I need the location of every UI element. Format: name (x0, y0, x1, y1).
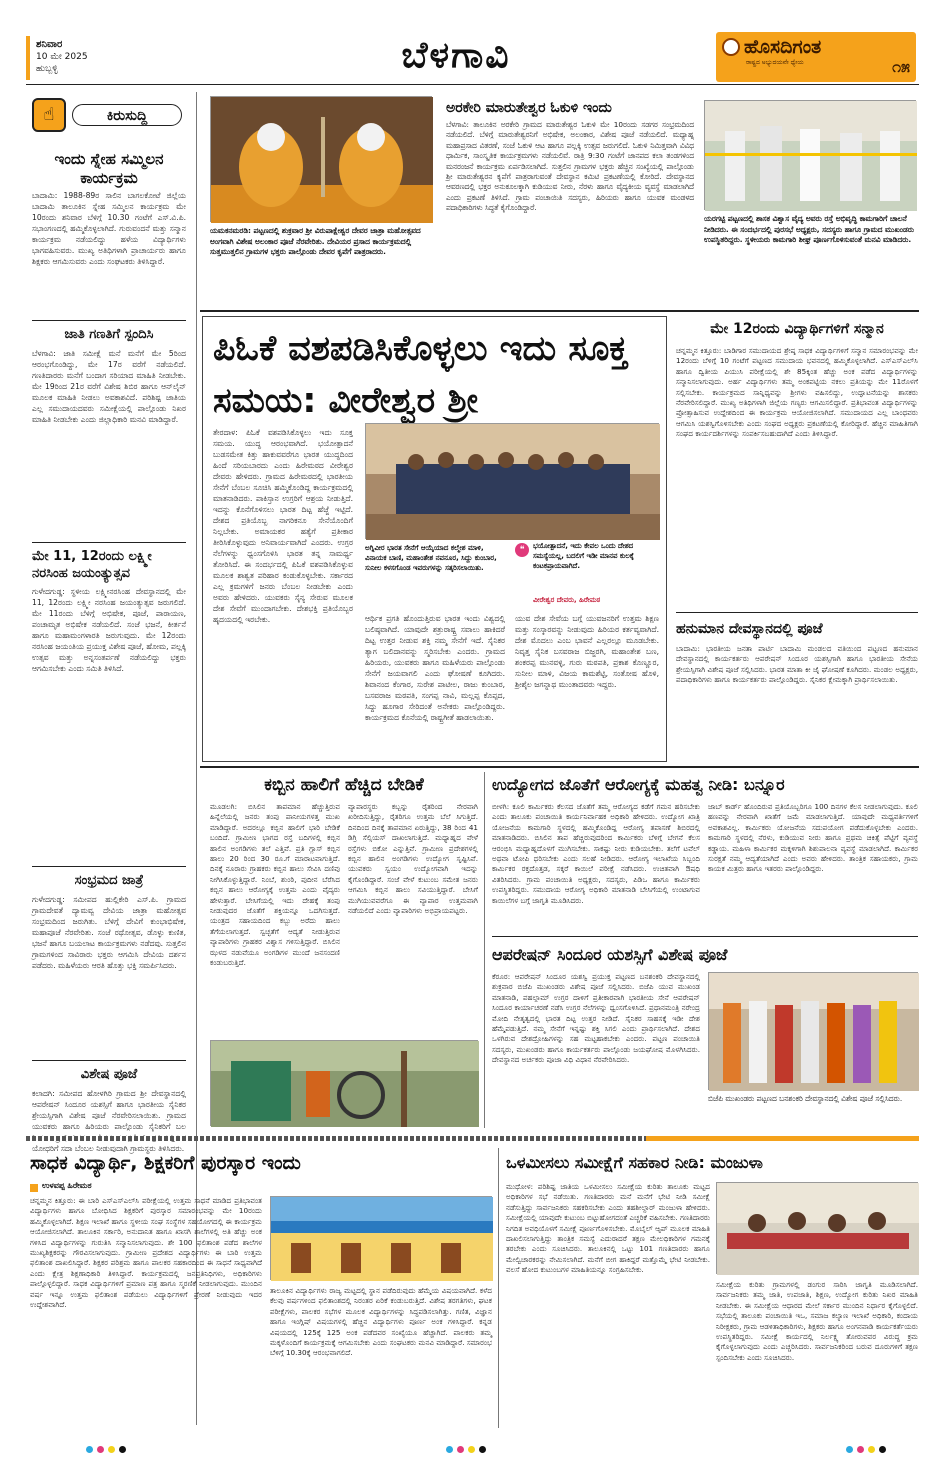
ribbon-photo-art (705, 101, 917, 211)
manjula-body-continued: ಸಮೀಕ್ಷೆಯ ಕುರಿತು ಗ್ರಾಮಗಳಲ್ಲಿ ಡಂಗುರ ಸಾರಿಸಿ ಜಾಗೃತಿ ಮೂಡಿಸಲಾಗಿದೆ. ಸಾರ್ವಜನಿಕರು ತಮ್ಮ ಜಾತಿ, ಉಪಜಾತಿ, ಶಿಕ್ಷಣ, ಉದ್ಯೋಗ ಕುರಿತು ನಿಖರ ಮಾಹಿತಿ ನೀಡಬೇಕು. ಈ ಸಮೀಕ್ಷೆಯ ಆಧಾರದ ಮೇಲೆ ಸರ್ಕಾರ ಮುಂದಿನ ನಿರ್ಧಾರ ಕೈಗೊಳ್ಳಲಿದೆ. ಸಭೆಯಲ್ಲಿ ತಾಲೂಕು ಪಂಚಾಯಿತಿ ಇಒ, ಸಮಾಜ ಕಲ್ಯಾಣ ಇಲಾಖೆ ಅಧಿಕಾರಿ, ಕಂದಾಯ ನಿರೀಕ್ಷಕರು, ಗ್ರಾಮ ಆಡಳಿತಾಧಿಕಾರಿಗಳು, ಶಿಕ್ಷಕರು ಹಾಗೂ ಅಂಗನವಾಡಿ ಕಾರ್ಯಕರ್ತೆಯರು ಉಪಸ್ಥಿತರಿದ್ದರು. ಸಮೀಕ್ಷೆ ಕಾರ್ಯದಲ್ಲಿ ನಿರ್ಲಕ್ಷ್ಯ ತೋರುವವರ ವಿರುದ್ಧ ಕ್ರಮ ಕೈಗೊಳ್ಳಲಾಗುವುದು ಎಂದು ಎಚ್ಚರಿಸಿದರು. ಸಾರ್ವಜನಿಕರಿಂದ ಬರುವ ದೂರುಗಳಿಗೆ ತಕ್ಷಣ ಸ್ಪಂದಿಸಬೇಕು ಎಂದು ಸೂಚಿಸಿದರು. (716, 1280, 921, 1362)
dot-blue (446, 1446, 453, 1453)
masthead-day: ಶನಿವಾರ (36, 39, 63, 50)
kiru-item-2-body: ಬೆಳಗಾವಿ: ಜಾತಿ ಸಮೀಕ್ಷೆ ಮನೆ ಮನೆಗೆ ಮೇ 5ರಿಂದ ಆರಂಭಗೊಂಡಿದ್ದು, ಮೇ 17ರ ವರೆಗೆ ನಡೆಯಲಿದೆ. ಗಣತಿದಾರರು ಮನೆಗೆ ಬಂದಾಗ ಸರಿಯಾದ ಮಾಹಿತಿ ನೀಡಬೇಕು. ಮೇ 19ರಿಂದ 21ರ ವರೆಗೆ ವಿಶೇಷ ಶಿಬಿರ ಹಾಗೂ ಆನ್‌ಲೈನ್ ಮೂಲಕ ಮಾಹಿತಿ ನೀಡಲು ಅವಕಾಶವಿದೆ. ಪರಿಶಿಷ್ಟ ಜಾತಿಯ ಎಲ್ಲ ಸಮುದಾಯದವರು ಸಮೀಕ್ಷೆಯಲ್ಲಿ ಪಾಲ್ಗೊಂಡು ನಿಖರ ಮಾಹಿತಿ ನೀಡಬೇಕು ಎಂದು ಜಿಲ್ಲಾಧಿಕಾರಿ ಮನವಿ ಮಾಡಿದ್ದಾರೆ. (32, 349, 189, 424)
sindoor-photo (708, 972, 918, 1090)
banur-body: ಬೀಳಗಿ: ಕೂಲಿ ಕಾರ್ಮಿಕರು ಕೆಲಸದ ಜೊತೆಗೆ ತಮ್ಮ ಆರೋಗ್ಯದ ಕಡೆಗೆ ಗಮನ ಹರಿಸಬೇಕು ಎಂದು ತಾಲೂಕು ಪಂಚಾಯಿತಿ ಕಾರ್ಯನಿರ್ವಾಹಕ ಅಧಿಕಾರಿ ಹೇಳಿದರು. ಉದ್ಯೋಗ ಖಾತ್ರಿ ಯೋಜನೆಯ ಕಾಮಗಾರಿ ಸ್ಥಳದಲ್ಲಿ ಹಮ್ಮಿಕೊಂಡಿದ್ದ ಆರೋಗ್ಯ ತಪಾಸಣೆ ಶಿಬಿರದಲ್ಲಿ ಮಾತನಾಡಿದರು. ಬಿಸಿಲಿನ ತಾಪ ಹೆಚ್ಚಿರುವುದರಿಂದ ಕಾರ್ಮಿಕರು ಬೆಳಿಗ್ಗೆ ಬೇಗನೆ ಕೆಲಸ ಆರಂಭಿಸಿ ಮಧ್ಯಾಹ್ನದೊಳಗೆ ಮುಗಿಸಬೇಕು. ಸಾಕಷ್ಟು ನೀರು ಕುಡಿಯಬೇಕು. ತಲೆಗೆ ಟವೆಲ್ ಅಥವಾ ಟೋಪಿ ಧರಿಸಬೇಕು ಎಂದು ಸಲಹೆ ನೀಡಿದರು. ಆರೋಗ್ಯ ಇಲಾಖೆಯ ಸಿಬ್ಬಂದಿ ಕಾರ್ಮಿಕರ ರಕ್ತದೊತ್ತಡ, ಸಕ್ಕರೆ ಕಾಯಿಲೆ ಪರೀಕ್ಷೆ ನಡೆಸಿದರು. ಉಚಿತವಾಗಿ ಔಷಧಿ ವಿತರಿಸಿದರು. ಗ್ರಾಮ ಪಂಚಾಯಿತಿ ಅಧ್ಯಕ್ಷರು, ಸದಸ್ಯರು, ಪಿಡಿಒ ಹಾಗೂ ಕಾರ್ಮಿಕರು ಉಪಸ್ಥಿತರಿದ್ದರು. ಸಮುದಾಯ ಆರೋಗ್ಯ ಅಧಿಕಾರಿ ಮಾತನಾಡಿ ಬೇಸಿಗೆಯಲ್ಲಿ ಉಂಟಾಗುವ ಕಾಯಿಲೆಗಳ ಬಗ್ಗೆ ಜಾಗೃತಿ ಮೂಡಿಸಿದರು. (492, 802, 703, 905)
banur-headline: ಉದ್ಯೋಗದ ಜೊತೆಗೆ ಆರೋಗ್ಯಕ್ಕೆ ಮಹತ್ವ ನೀಡಿ: ಬನ್ನೂರ (492, 775, 785, 794)
divider (492, 936, 918, 937)
dot-yellow (468, 1446, 475, 1453)
lead-photo (365, 423, 659, 539)
hanuman-body: ಬಾದಾಮಿ: ಭಾರತೀಯ ಜನತಾ ಪಾರ್ಟಿ ಬಾದಾಮಿ ಮಂಡಲದ ವತಿಯಿಂದ ಪಟ್ಟಣದ ಹನುಮಾನ ದೇವಸ್ಥಾನದಲ್ಲಿ ಕಾರ್ಯಕರ್ತರು ಆಪರೇಷನ್ ಸಿಂದೂರ ಯಶಸ್ಸಿಗಾಗಿ ಹಾಗೂ ಭಾರತೀಯ ಸೇನೆಯ ಶ್ರೇಯಸ್ಸಿಗಾಗಿ ವಿಶೇಷ ಪೂಜೆ ಸಲ್ಲಿಸಿದರು. ಭಾರತ ಮಾತಾ ಕೀ ಜೈ ಘೋಷಣೆ ಕೂಗಿದರು. ಮಂಡಲ ಅಧ್ಯಕ್ಷರು, ಪದಾಧಿಕಾರಿಗಳು ಹಾಗೂ ಕಾರ್ಯಕರ್ತರು ಪಾಲ್ಗೊಂಡಿದ್ದರು. ಸೈನಿಕರ ಕ್ಷೇಮಕ್ಕಾಗಿ ಪ್ರಾರ್ಥಿಸಲಾಯಿತು. (676, 644, 921, 685)
temple-photo-art (211, 97, 433, 223)
ribbon-photo-caption: ಯರಗಟ್ಟಿ ಪಟ್ಟಣದಲ್ಲಿ ಶಾಸಕ ವಿಶ್ವಾಸ ವೈದ್ಯ ಅವರು ರಸ್ತೆ ಅಭಿವೃದ್ಧಿ ಕಾಮಗಾರಿಗೆ ಚಾಲನೆ ನೀಡಿದರು. ಈ ಸಂದರ್ಭದಲ್ಲಿ ಪುರಸಭೆ ಅಧ್ಯಕ್ಷರು, ಸದಸ್ಯರು ಹಾಗೂ ಗ್ರಾಮದ ಮುಖಂಡರು ಉಪಸ್ಥಿತರಿದ್ದರು. ಸ್ಥಳೀಯರು ಕಾಮಗಾರಿ ಶೀಘ್ರ ಪೂರ್ಣಗೊಳಿಸುವಂತೆ ಮನವಿ ಮಾಡಿದರು. (704, 214, 917, 244)
lead-body-continued-2: ಯುವ ದೇಶ ಸೇವೆಯ ಬಗ್ಗೆ ಯುವಜನರಿಗೆ ಉತ್ತಮ ಶಿಕ್ಷಣ ಮತ್ತು ಸಂಸ್ಕಾರವನ್ನು ನೀಡುವುದು ಹಿರಿಯರ ಕರ್ತವ್ಯವಾಗಿದೆ. ದೇಶ ಮೊದಲು ಎಂಬ ಭಾವನೆ ಎಲ್ಲರಲ್ಲೂ ಮೂಡಬೇಕು. ನಿವೃತ್ತ ಸೈನಿಕ ಬಸವರಾಜ ಬಿಜ್ಜರಗಿ, ಮಹಾಂತೇಶ ಬಣ, ಶಂಕರಪ್ಪ ಮುನವಳ್ಳಿ, ಗುರು ಮಠಪತಿ, ಪ್ರಕಾಶ ಕೊಣ್ಣೂರ, ಸುನೀಲ ಮಾಳಿ, ವಿಜಯ ಕಾಮಶೆಟ್ಟಿ, ಸಂತೋಷ ಹೊಳಿ, ಶ್ರೀಶೈಲ ಜಗನ್ನಾಥ ಮುಂತಾದವರು ಇದ್ದರು. (515, 614, 662, 689)
masthead-brand-box (716, 32, 916, 82)
sindoor-body: ಕೆರೂರ: ಆಪರೇಷನ್ ಸಿಂದೂರ ಯಶಸ್ವಿ ಪ್ರಯುಕ್ತ ಪಟ್ಟಣದ ಬನಶಂಕರಿ ದೇವಸ್ಥಾನದಲ್ಲಿ ಶುಕ್ರವಾರ ಬಿಜೆಪಿ ಮುಖಂಡರು ವಿಶೇಷ ಪೂಜೆ ಸಲ್ಲಿಸಿದರು. ಬಿಜೆಪಿ ಯುವ ಮುಖಂಡ ಮಾತನಾಡಿ, ಪಹಲ್ಗಾಮ್ ಉಗ್ರರ ದಾಳಿಗೆ ಪ್ರತೀಕಾರವಾಗಿ ಭಾರತೀಯ ಸೇನೆ ಆಪರೇಷನ್ ಸಿಂದೂರ ಕಾರ್ಯಾಚರಣೆ ನಡೆಸಿ ಉಗ್ರರ ನೆಲೆಗಳನ್ನು ಧ್ವಂಸಗೊಳಿಸಿದೆ. ಪ್ರಧಾನಮಂತ್ರಿ ನರೇಂದ್ರ ಮೋದಿ ನೇತೃತ್ವದಲ್ಲಿ ಭಾರತ ದಿಟ್ಟ ಉತ್ತರ ನೀಡಿದೆ. ಸೈನಿಕರ ಸಾಹಸಕ್ಕೆ ಇಡೀ ದೇಶ ಹೆಮ್ಮೆಪಡುತ್ತಿದೆ. ನಮ್ಮ ಸೇನೆಗೆ ಇನ್ನಷ್ಟು ಶಕ್ತಿ ಸಿಗಲಿ ಎಂದು ಪ್ರಾರ್ಥಿಸಲಾಗಿದೆ. ದೇಶದ ಒಳಗಿರುವ ದೇಶದ್ರೋಹಿಗಳನ್ನು ಸಹ ಮಟ್ಟಹಾಕಬೇಕು ಎಂದರು. ಪಟ್ಟಣ ಪಂಚಾಯಿತಿ ಸದಸ್ಯರು, ಮುಖಂಡರು ಹಾಗೂ ಕಾರ್ಯಕರ್ತರು ಪಾಲ್ಗೊಂಡು ಜಯಘೋಷ ಮೊಳಗಿಸಿದರು. ದೇವಸ್ಥಾನದ ಅರ್ಚಕರು ಪೂಜಾ ವಿಧಿ ವಿಧಾನ ನೆರವೇರಿಸಿದರು. (492, 972, 703, 1065)
lead-quote-text: ಭಯೋತ್ಪಾದನೆ, ಇದು ಕೇವಲ ಒಂದು ದೇಶದ ಸಮಸ್ಯೆಯಲ್ಲ, ಬದಲಿಗೆ ಇಡೀ ಮಾನವ ಕುಲಕ್ಕೆ ಕಂಟಕಪ್ರಾಯವಾಗಿದೆ. (533, 542, 637, 570)
masthead-section-title: ಬೆಳಗಾವಿ (401, 35, 511, 76)
kabbu-body-continued: ವ್ಯಾಪಾರಸ್ಥರು ಕಬ್ಬನ್ನು ರೈತರಿಂದ ನೇರವಾಗಿ ಖರೀದಿಸುತ್ತಿದ್ದು, ರೈತರಿಗೂ ಉತ್ತಮ ಬೆಲೆ ಸಿಗುತ್ತಿದೆ. ದಿನದಿಂದ ದಿನಕ್ಕೆ ತಾಪಮಾನ ಏರುತ್ತಿದ್ದು, 38 ರಿಂದ 41 ಡಿಗ್ರಿ ಸೆಲ್ಸಿಯಸ್ ದಾಖಲಾಗುತ್ತಿದೆ. ಮಧ್ಯಾಹ್ನದ ವೇಳೆ ರಸ್ತೆಗಳು ಬಿಕೋ ಎನ್ನುತ್ತಿವೆ. ಗ್ರಾಮೀಣ ಪ್ರದೇಶಗಳಲ್ಲಿ ಕಬ್ಬಿನ ಹಾಲಿನ ಅಂಗಡಿಗಳು ಉದ್ಯೋಗ ಸೃಷ್ಟಿಸಿವೆ. ಯುವಕರು ಸ್ವಯಂ ಉದ್ಯೋಗವಾಗಿ ಇದನ್ನು ಕೈಗೊಂಡಿದ್ದಾರೆ. ಸಂಜೆ ವೇಳೆ ಕುಟುಂಬ ಸಮೇತ ಜನರು ಆಗಮಿಸಿ ಕಬ್ಬಿನ ಹಾಲು ಸವಿಯುತ್ತಿದ್ದಾರೆ. ಬೇಸಿಗೆ ಮುಗಿಯುವವರೆಗೂ ಈ ವ್ಯಾಪಾರ ಉತ್ತಮವಾಗಿ ನಡೆಯಲಿದೆ ಎಂದು ವ್ಯಾಪಾರಿಗಳು ಅಭಿಪ್ರಾಯಪಟ್ಟರು. (348, 802, 481, 916)
lead-body: ತೇರದಾಳ: ಪಿಓಕೆ ವಶಪಡಿಸಿಕೊಳ್ಳಲು ಇದು ಸೂಕ್ತ ಸಮಯ. ಯುದ್ಧ ಆರಂಭವಾಗಿದೆ. ಭಯೋತ್ಪಾದನೆ ಬುಡಸಮೇತ ಕಿತ್ತು ಹಾಕುವವರೆಗೂ ಭಾರತ ಯುದ್ಧದಿಂದ ಹಿಂದೆ ಸರಿಯಬಾರದು ಎಂದು ಹಿರೇಮಠದ ವೀರೇಶ್ವರ ದೇವರು ಹೇಳಿದರು. ಗ್ರಾಮದ ಹಿರೇಮಠದಲ್ಲಿ ಭಾರತೀಯ ಸೇನೆಗೆ ಬೆಂಬಲ ಸೂಚಿಸಿ ಹಮ್ಮಿಕೊಂಡಿದ್ದ ಕಾರ್ಯಕ್ರಮದಲ್ಲಿ ಮಾತನಾಡಿದರು. ಪಾಕಿಸ್ತಾನ ಉಗ್ರರಿಗೆ ಆಶ್ರಯ ನೀಡುತ್ತಿದೆ. ಇದನ್ನು ಕೊನೆಗೊಳಿಸಲು ಭಾರತ ದಿಟ್ಟ ಹೆಜ್ಜೆ ಇಟ್ಟಿದೆ. ದೇಶದ ಪ್ರತಿಯೊಬ್ಬ ನಾಗರಿಕನೂ ಸೇನೆಯೊಂದಿಗೆ ನಿಲ್ಲಬೇಕು. ಅಮಾಯಕರ ಹತ್ಯೆಗೆ ಪ್ರತೀಕಾರ ತೀರಿಸಿಕೊಳ್ಳುವುದು ಅನಿವಾರ್ಯವಾಗಿದೆ ಎಂದರು. ಉಗ್ರರ ನೆಲೆಗಳನ್ನು ಧ್ವಂಸಗೊಳಿಸಿ ಭಾರತ ತನ್ನ ಸಾಮರ್ಥ್ಯ ತೋರಿಸಿದೆ. ಈ ಸಂದರ್ಭದಲ್ಲಿ ಪಿಓಕೆ ವಶಪಡಿಸಿಕೊಳ್ಳುವ ಮೂಲಕ ಶಾಶ್ವತ ಪರಿಹಾರ ಕಂಡುಕೊಳ್ಳಬೇಕು. ಸರ್ಕಾರದ ಎಲ್ಲ ಕ್ರಮಗಳಿಗೆ ಜನರು ಬೆಂಬಲ ನೀಡಬೇಕು ಎಂದು ಅವರು ಹೇಳಿದರು. ಯುವಕರು ಸೈನ್ಯ ಸೇರುವ ಮೂಲಕ ದೇಶ ಸೇವೆಗೆ ಮುಂದಾಗಬೇಕು. ದೇಶಭಕ್ತಿ ಪ್ರತಿಯೊಬ್ಬರ ಹೃದಯದಲ್ಲಿ ಇರಬೇಕು. (213, 428, 356, 624)
kirusuddi-banner (32, 98, 186, 132)
sugarcane-photo-art (211, 1041, 479, 1127)
divider-bar-orange (646, 1136, 919, 1141)
divider (32, 866, 186, 867)
lead-story (202, 316, 667, 762)
masthead-date: 10 ಮೇ 2025 (36, 52, 88, 62)
column-divider (498, 1148, 499, 1428)
divider (32, 1060, 186, 1061)
quote-icon: ❝ (515, 543, 529, 557)
puraskara-headline: ಸಾಧಕ ವಿದ್ಯಾರ್ಥಿ, ಶಿಕ್ಷಕರಿಗೆ ಪುರಸ್ಕಾರ ಇಂದು (30, 1152, 301, 1174)
section-divider-bar (26, 1134, 919, 1142)
brand-name: ಹೊಸದಿಗಂತ (744, 36, 822, 58)
dot-pink (457, 1446, 464, 1453)
brand-tagline: ರಾಷ್ಟ್ರದ ಅಭ್ಯುದಯವೇ ಧ್ಯೇಯ (746, 59, 804, 66)
divider (676, 612, 918, 613)
lead-body-continued: ಆರ್ಥಿಕ ಪ್ರಗತಿ ಹೊಂದುತ್ತಿರುವ ಭಾರತ ಇಂದು ವಿಶ್ವದಲ್ಲಿ ಬಲಿಷ್ಠವಾಗಿದೆ. ಯಾವುದೇ ಶತ್ರುರಾಷ್ಟ್ರ ಸವಾಲು ಹಾಕಿದರೆ ದಿಟ್ಟ ಉತ್ತರ ನೀಡುವ ಶಕ್ತಿ ನಮ್ಮ ಸೇನೆಗೆ ಇದೆ. ಸೈನಿಕರ ತ್ಯಾಗ ಬಲಿದಾನವನ್ನು ಸ್ಮರಿಸಬೇಕು ಎಂದರು. ಗ್ರಾಮದ ಹಿರಿಯರು, ಯುವಕರು ಹಾಗೂ ಮಹಿಳೆಯರು ಪಾಲ್ಗೊಂಡು ಸೇನೆಗೆ ಜಯವಾಗಲಿ ಎಂದು ಘೋಷಣೆ ಕೂಗಿದರು. ಶಿವಾನಂದ ಕೆಂಗಾರ, ಸುರೇಶ ಪಾಟೀಲ, ರಾಜು ಕುಂಬಾರ, ಬಸವರಾಜ ಮಠಪತಿ, ಸಂಗಪ್ಪ ನಾವಿ, ಮಲ್ಲಪ್ಪ ಕೊಪ್ಪದ, ಸಿದ್ದು ಹೂಗಾರ ಸೇರಿದಂತೆ ಅನೇಕರು ಪಾಲ್ಗೊಂಡಿದ್ದರು. ಕಾರ್ಯಕ್ರಮದ ಕೊನೆಯಲ್ಲಿ ರಾಷ್ಟ್ರಗೀತೆ ಹಾಡಲಾಯಿತು. (365, 614, 508, 722)
color-registration-dots-center (446, 1438, 506, 1448)
dot-blue (846, 1446, 853, 1453)
dot-pink (97, 1446, 104, 1453)
dot-blue (86, 1446, 93, 1453)
dot-pink (857, 1446, 864, 1453)
temple-photo-caption: ಯಮಕನಮರಡಿ: ಪಟ್ಟಣದಲ್ಲಿ ಶುಕ್ರವಾರ ಶ್ರೀ ವಿರುಪಾಕ್ಷೇಶ್ವರ ದೇವರ ಜಾತ್ರಾ ಮಹೋತ್ಸವದ ಅಂಗವಾಗಿ ವಿಶೇಷ ಅಲಂಕಾರ ಪೂಜೆ ನೆರವೇರಿತು. ದೇವಿಯರ ಪ್ರಸಾದ ಕಾರ್ಯಕ್ರಮದಲ್ಲಿ ಸುತ್ತಮುತ್ತಲಿನ ಗ್ರಾಮಗಳ ಭಕ್ತರು ಪಾಲ್ಗೊಂಡು ದೇವರ ಕೃಪೆಗೆ ಪಾತ್ರರಾದರು. (210, 226, 424, 256)
school-photo-art (271, 1197, 493, 1281)
page-number: ೧೫ (892, 57, 910, 76)
manjula-body: ಮುಧೋಳ: ಪರಿಶಿಷ್ಟ ಜಾತಿಯ ಒಳಮೀಸಲು ಸಮೀಕ್ಷೆಯ ಕುರಿತು ತಾಲೂಕು ಮಟ್ಟದ ಅಧಿಕಾರಿಗಳ ಸಭೆ ನಡೆಯಿತು. ಗಣತಿದಾರರು ಮನೆ ಮನೆಗೆ ಭೇಟಿ ನೀಡಿ ಸಮೀಕ್ಷೆ ನಡೆಸುತ್ತಿದ್ದು ಸಾರ್ವಜನಿಕರು ಸಹಕರಿಸಬೇಕು ಎಂದು ತಹಶೀಲ್ದಾರ್ ಮಂಜುಳಾ ಹೇಳಿದರು. ಸಮೀಕ್ಷೆಯಲ್ಲಿ ಯಾವುದೇ ಕುಟುಂಬ ಬಿಟ್ಟುಹೋಗದಂತೆ ಎಚ್ಚರಿಕೆ ವಹಿಸಬೇಕು. ಗಣತಿದಾರರು ನಿಗದಿತ ಅವಧಿಯೊಳಗೆ ಸಮೀಕ್ಷೆ ಪೂರ್ಣಗೊಳಿಸಬೇಕು. ಮೊಬೈಲ್ ಆ್ಯಪ್ ಮೂಲಕ ಮಾಹಿತಿ ದಾಖಲಿಸಲಾಗುತ್ತಿದ್ದು ತಾಂತ್ರಿಕ ಸಮಸ್ಯೆ ಎದುರಾದರೆ ತಕ್ಷಣ ಮೇಲಧಿಕಾರಿಗಳ ಗಮನಕ್ಕೆ ತರಬೇಕು ಎಂದು ಸೂಚಿಸಿದರು. ತಾಲೂಕಿನಲ್ಲಿ ಒಟ್ಟು 101 ಗಣತಿದಾರರು ಹಾಗೂ ಮೇಲ್ವಿಚಾರಕರನ್ನು ನೇಮಿಸಲಾಗಿದೆ. ಮನೆಗೆ ಬೀಗ ಹಾಕಿದ್ದರೆ ಮತ್ತೊಮ್ಮೆ ಭೇಟಿ ನೀಡಬೇಕು. ವಲಸೆ ಹೋದ ಕುಟುಂಬಗಳ ಮಾಹಿತಿಯನ್ನೂ ಸಂಗ್ರಹಿಸಬೇಕು. (506, 1182, 713, 1275)
dot-yellow (868, 1446, 875, 1453)
lead-photo-art (366, 424, 660, 540)
lead-quote-attribution: ವೀರೇಶ್ವರ ದೇವರು, ಹಿರೇಮಠ (533, 596, 601, 604)
arakeri-body: ಬೆಳಗಾವಿ: ತಾಲೂಕಿನ ಅರಕೇರಿ ಗ್ರಾಮದ ಮಾರುತೇಶ್ವರ ಓಕುಳಿ ಮೇ 10ರಂದು ಸಡಗರ ಸಂಭ್ರಮದಿಂದ ನಡೆಯಲಿದೆ. ಬೆಳಿಗ್ಗೆ ಮಾರುತೇಶ್ವರನಿಗೆ ಅಭಿಷೇಕ, ಅಲಂಕಾರ, ವಿಶೇಷ ಪೂಜೆ ನಡೆಯಲಿದೆ. ಮಧ್ಯಾಹ್ನ ಮಹಾಪ್ರಸಾದ ವಿತರಣೆ, ಸಂಜೆ ಓಕುಳಿ ಆಟ ಹಾಗೂ ಪಲ್ಲಕ್ಕಿ ಉತ್ಸವ ಜರುಗಲಿದೆ. ಓಕುಳಿ ನಿಮಿತ್ತವಾಗಿ ವಿವಿಧ ಧಾರ್ಮಿಕ, ಸಾಂಸ್ಕೃತಿಕ ಕಾರ್ಯಕ್ರಮಗಳು ನಡೆಯಲಿವೆ. ರಾತ್ರಿ 9:30 ಗಂಟೆಗೆ ಜಾನಪದ ಕಲಾ ತಂಡಗಳಿಂದ ಮನರಂಜನೆ ಕಾರ್ಯಕ್ರಮ ಏರ್ಪಡಿಸಲಾಗಿದೆ. ಸುತ್ತಲಿನ ಗ್ರಾಮಗಳ ಭಕ್ತರು ಹೆಚ್ಚಿನ ಸಂಖ್ಯೆಯಲ್ಲಿ ಪಾಲ್ಗೊಂಡು ಶ್ರೀ ಮಾರುತೇಶ್ವರನ ಕೃಪೆಗೆ ಪಾತ್ರರಾಗುವಂತೆ ದೇವಸ್ಥಾನ ಕಮಿಟಿ ಪ್ರಕಟಣೆಯಲ್ಲಿ ಕೋರಿದೆ. ದೇವಸ್ಥಾನದ ಆವರಣದಲ್ಲಿ ಭಕ್ತರ ಅನುಕೂಲಕ್ಕಾಗಿ ಕುಡಿಯುವ ನೀರು, ನೆರಳು ಹಾಗೂ ವೈದ್ಯಕೀಯ ವ್ಯವಸ್ಥೆ ಮಾಡಲಾಗಿದೆ ಎಂದು ಪ್ರಕಟಣೆ ತಿಳಿಸಿದೆ. ಗ್ರಾಮ ಪಂಚಾಯಿತಿ ಸದಸ್ಯರು, ಹಿರಿಯರು ಹಾಗೂ ಯುವಕ ಮಂಡಳದ ಪದಾಧಿಕಾರಿಗಳು ಸಿದ್ಧತೆ ಕೈಗೊಂಡಿದ್ದಾರೆ. (446, 120, 697, 213)
masthead-date-block (36, 38, 146, 75)
school-photo (270, 1196, 492, 1280)
kiru-item-5-body: ಕಲಾದಗಿ: ಸಮೀಪದ ಹೋಳಗಿರಿ ಗ್ರಾಮದ ಶ್ರೀ ದೇವಸ್ಥಾನದಲ್ಲಿ ಆಪರೇಷನ್ ಸಿಂದೂರ ಯಶಸ್ಸಿಗೆ ಹಾಗೂ ಭಾರತೀಯ ಸೈನಿಕರ ಶ್ರೇಯಸ್ಸಿಗಾಗಿ ವಿಶೇಷ ಪೂಜೆ ನೆರವೇರಿಸಲಾಯಿತು. ಗ್ರಾಮದ ಯುವಕರು ಹಾಗೂ ಹಿರಿಯರು ಪಾಲ್ಗೊಂಡು ಸೈನಿಕರಿಗೆ ಬಲ ಯೋಧರಿಗೆ ಸದಾ ಬೆಂಬಲ ನೀಡುವುದಾಗಿ ಗ್ರಾಮಸ್ಥರು ತಿಳಿಸಿದರು. (32, 1089, 186, 1153)
temple-photo (210, 96, 432, 222)
kiru-item-3-body: ಗುಳೇದಗುಡ್ಡ: ಸ್ಥಳೀಯ ಲಕ್ಷ್ಮೀನರಸಿಂಹ ದೇವಸ್ಥಾನದಲ್ಲಿ ಮೇ 11, 12ರಂದು ಲಕ್ಷ್ಮೀ ನರಸಿಂಹ ಜಯಂತ್ಯುತ್ಸವ ಜರುಗಲಿದೆ. ಮೇ 11ರಂದು ಬೆಳಿಗ್ಗೆ ಅಭಿಷೇಕ, ಪೂಜೆ, ಪಾರಾಯಣ, ಪಂಚಾಮೃತ ಅಭಿಷೇಕ ನಡೆಯಲಿದೆ. ಸಂಜೆ ಭಜನೆ, ಕೀರ್ತನೆ ಹಾಗೂ ಮಹಾಮಂಗಳಾರತಿ ಜರುಗುವುದು. ಮೇ 12ರಂದು ನರಸಿಂಹ ಜಯಂತಿಯ ಪ್ರಯುಕ್ತ ವಿಶೇಷ ಪೂಜೆ, ಹೋಮ, ಪಲ್ಲಕ್ಕಿ ಉತ್ಸವ ಮತ್ತು ಅನ್ನಸಂತರ್ಪಣೆ ನಡೆಯಲಿದ್ದು ಭಕ್ತರು ಆಗಮಿಸಬೇಕು ಎಂದು ಸಮಿತಿ ತಿಳಿಸಿದೆ. (32, 587, 189, 673)
sanmana-body: ಚನ್ನಮ್ಮನ ಕಿತ್ತೂರು: ಬಾಡಿಗಾರ ಸಮುದಾಯದ ಶ್ರೇಷ್ಠ ಸಾಧಕ ವಿದ್ಯಾರ್ಥಿಗಳಿಗೆ ಸನ್ಮಾನ ಸಮಾರಂಭವನ್ನು ಮೇ 12ರಂದು ಬೆಳಿಗ್ಗೆ 10 ಗಂಟೆಗೆ ಪಟ್ಟಣದ ಸಮುದಾಯ ಭವನದಲ್ಲಿ ಹಮ್ಮಿಕೊಳ್ಳಲಾಗಿದೆ. ಎಸ್‌ಎಸ್‌ಎಲ್‌ಸಿ ಹಾಗೂ ದ್ವಿತೀಯ ಪಿಯುಸಿ ಪರೀಕ್ಷೆಯಲ್ಲಿ ಶೇ 85ಕ್ಕಿಂತ ಹೆಚ್ಚು ಅಂಕ ಪಡೆದ ವಿದ್ಯಾರ್ಥಿಗಳನ್ನು ಸನ್ಮಾನಿಸಲಾಗುವುದು. ಅರ್ಹ ವಿದ್ಯಾರ್ಥಿಗಳು ತಮ್ಮ ಅಂಕಪಟ್ಟಿಯ ನಕಲು ಪ್ರತಿಯನ್ನು ಮೇ 11ರೊಳಗೆ ಸಲ್ಲಿಸಬೇಕು. ಕಾರ್ಯಕ್ರಮದ ಸಾನ್ನಿಧ್ಯವನ್ನು ಶ್ರೀಗಳು ವಹಿಸಲಿದ್ದು, ಉದ್ಘಾಟನೆಯನ್ನು ಶಾಸಕರು ನೆರವೇರಿಸಲಿದ್ದಾರೆ. ಮುಖ್ಯ ಅತಿಥಿಗಳಾಗಿ ಜಿಲ್ಲೆಯ ಗಣ್ಯರು ಆಗಮಿಸಲಿದ್ದಾರೆ. ಪ್ರತಿಭಾವಂತ ವಿದ್ಯಾರ್ಥಿಗಳನ್ನು ಪ್ರೋತ್ಸಾಹಿಸುವ ಉದ್ದೇಶದಿಂದ ಈ ಕಾರ್ಯಕ್ರಮ ಆಯೋಜಿಸಲಾಗಿದೆ. ಸಮುದಾಯದ ಎಲ್ಲ ಬಾಂಧವರು ಆಗಮಿಸಿ ಯಶಸ್ವಿಗೊಳಿಸಬೇಕು ಎಂದು ಸಂಘದ ಅಧ್ಯಕ್ಷರು ಪ್ರಕಟಣೆಯಲ್ಲಿ ಕೋರಿದ್ದಾರೆ. ಹೆಚ್ಚಿನ ಮಾಹಿತಿಗಾಗಿ ಸಂಘದ ಕಾರ್ಯದರ್ಶಿಗಳನ್ನು ಸಂಪರ್ಕಿಸಬಹುದಾಗಿದೆ ಎಂದು ತಿಳಿಸಿದ್ದಾರೆ. (676, 346, 921, 439)
brand-logo-icon (722, 38, 740, 56)
masthead-city: ಹುಬ್ಬಳ್ಳಿ (36, 64, 58, 74)
sindoor-photo-art (709, 973, 919, 1091)
sanmana-headline: ಮೇ 12ರಂದು ವಿದ್ಯಾರ್ಥಿಗಳಿಗೆ ಸನ್ಮಾನ (710, 321, 884, 337)
banur-body-continued: ಜಾಬ್ ಕಾರ್ಡ್ ಹೊಂದಿರುವ ಪ್ರತಿಯೊಬ್ಬರಿಗೂ 100 ದಿನಗಳ ಕೆಲಸ ನೀಡಲಾಗುವುದು. ಕೂಲಿ ಹಣವನ್ನು ನೇರವಾಗಿ ಖಾತೆಗೆ ಜಮೆ ಮಾಡಲಾಗುತ್ತಿದೆ. ಯಾವುದೇ ಮಧ್ಯವರ್ತಿಗಳಿಗೆ ಅವಕಾಶವಿಲ್ಲ. ಕಾರ್ಮಿಕರು ಯೋಜನೆಯ ಸದುಪಯೋಗ ಪಡೆದುಕೊಳ್ಳಬೇಕು ಎಂದರು. ಕಾಮಗಾರಿ ಸ್ಥಳದಲ್ಲಿ ನೆರಳು, ಕುಡಿಯುವ ನೀರು ಹಾಗೂ ಪ್ರಥಮ ಚಿಕಿತ್ಸೆ ಪೆಟ್ಟಿಗೆ ವ್ಯವಸ್ಥೆ ಕಡ್ಡಾಯ. ಮಹಿಳಾ ಕಾರ್ಮಿಕರ ಮಕ್ಕಳಿಗಾಗಿ ಶಿಶುಪಾಲನಾ ವ್ಯವಸ್ಥೆ ಮಾಡಲಾಗಿದೆ. ಕಾರ್ಮಿಕರ ಸುರಕ್ಷತೆ ನಮ್ಮ ಆದ್ಯತೆಯಾಗಿದೆ ಎಂದು ಅವರು ಹೇಳಿದರು. ತಾಂತ್ರಿಕ ಸಹಾಯಕರು, ಗ್ರಾಮ ಕಾಯಕ ಮಿತ್ರರು ಹಾಗೂ ಇತರರು ಪಾಲ್ಗೊಂಡಿದ್ದರು. (708, 802, 921, 874)
ribbon-cutting-photo (704, 100, 916, 210)
column-divider (484, 772, 485, 1128)
kirusuddi-label: ಕಿರುಸುದ್ದಿ (72, 104, 182, 126)
masthead (26, 30, 919, 85)
divider-bar-gray (26, 1136, 646, 1141)
puraskara-byline: ಉಳವಪ್ಪ ಹಿರೇಮಠ (42, 1181, 92, 1190)
divider (200, 310, 919, 312)
lead-photo-caption: ಅಗ್ನಿವೀರ ಭಾರತ ಸೇನೆಗೆ ಆಯ್ಕೆಯಾದ ಕಲ್ಮೇಶ ಮಾಳಿ, ವಿನಾಯಕ ಬಾಣಿ, ಮಹಾಂತೇಶ ನವನೂರ, ಸಿದ್ದು ಕುಂಬಾರ, ಸುನೀಲ ಕಳಸಗೊಂಡ ಇವರುಗಳನ್ನು ಸತ್ಕರಿಸಲಾಯಿತು. (365, 544, 500, 572)
kiru-item-3-headline: ಮೇ 11, 12ರಂದು ಲಕ್ಷ್ಮೀ ನರಸಿಂಹ ಜಯಂತ್ಯುತ್ಸವ (32, 549, 152, 581)
kiru-item-4-body: ಗುಳೇದಗುಡ್ಡ: ಸಮೀಪದ ಹುಲ್ಲಿಕೇರಿ ಎಸ್.ಪಿ. ಗ್ರಾಮದ ಗ್ರಾಮದೇವತೆ ದ್ಯಾಮವ್ವ ದೇವಿಯ ಜಾತ್ರಾ ಮಹೋತ್ಸವ ಸಂಭ್ರಮದಿಂದ ಜರುಗಿತು. ಬೆಳಿಗ್ಗೆ ದೇವಿಗೆ ಕುಂಭಾಭಿಷೇಕ, ಮಹಾಪೂಜೆ ನೆರವೇರಿತು. ಸಂಜೆ ರಥೋತ್ಸವ, ಡೊಳ್ಳು ಕುಣಿತ, ಭಜನೆ ಹಾಗೂ ಬಯಲಾಟ ಕಾರ್ಯಕ್ರಮಗಳು ನಡೆದವು. ಸುತ್ತಲಿನ ಗ್ರಾಮಗಳಿಂದ ಸಾವಿರಾರು ಭಕ್ತರು ಆಗಮಿಸಿ ದೇವಿಯ ದರ್ಶನ ಪಡೆದರು. ಮಹಿಳೆಯರು ಆರತಿ ಹೊತ್ತು ಭಕ್ತಿ ಸಮರ್ಪಿಸಿದರು. (32, 895, 189, 970)
arakeri-headline: ಅರಕೇರಿ ಮಾರುತೇಶ್ವರ ಓಕುಳಿ ಇಂದು (446, 100, 612, 116)
divider (32, 320, 186, 321)
sugarcane-juice-photo (210, 1040, 478, 1126)
manjula-headline: ಒಳಮೀಸಲು ಸಮೀಕ್ಷೆಗೆ ಸಹಕಾರ ನೀಡಿ: ಮಂಜುಳಾ (506, 1153, 763, 1172)
hand-icon: ☝ (32, 98, 66, 132)
divider (32, 542, 186, 543)
kiru-item-2-headline: ಜಾತಿ ಗಣತಿಗೆ ಸ್ಪಂದಿಸಿ (64, 327, 154, 342)
kabbu-headline: ಕಬ್ಬಿನ ಹಾಲಿಗೆ ಹೆಚ್ಚಿದ ಬೇಡಿಕೆ (264, 775, 424, 795)
meeting-photo-art (717, 1183, 919, 1275)
kiru-item-1-headline: ಇಂದು ಸ್ನೇಹ ಸಮ್ಮಿಲನ ಕಾರ್ಯಕ್ರಮ (54, 150, 164, 187)
sindoor-photo-caption: ಬಿಜೆಪಿ ಮುಖಂಡರು ಪಟ್ಟಣದ ಬನಶಂಕರಿ ದೇವಸ್ಥಾನದಲ್ಲಿ ವಿಶೇಷ ಪೂಜೆ ಸಲ್ಲಿಸಿದರು. (708, 1094, 903, 1103)
puraskara-body-continued: ತಾಲೂಕಿನ ವಿದ್ಯಾರ್ಥಿಗಳು ರಾಜ್ಯ ಮಟ್ಟದಲ್ಲಿ ಸ್ಥಾನ ಪಡೆದಿರುವುದು ಹೆಮ್ಮೆಯ ವಿಷಯವಾಗಿದೆ. ಕಳೆದ ಕೆಲವು ವರ್ಷಗಳಿಂದ ಫಲಿತಾಂಶದಲ್ಲಿ ನಿರಂತರ ಏರಿಕೆ ಕಂಡುಬರುತ್ತಿದೆ. ವಿಶೇಷ ತರಗತಿಗಳು, ಘಟಕ ಪರೀಕ್ಷೆಗಳು, ಪಾಲಕರ ಸಭೆಗಳ ಮೂಲಕ ವಿದ್ಯಾರ್ಥಿಗಳನ್ನು ಸಿದ್ಧಪಡಿಸಲಾಗಿತ್ತು. ಗಣಿತ, ವಿಜ್ಞಾನ ಹಾಗೂ ಇಂಗ್ಲಿಷ್ ವಿಷಯಗಳಲ್ಲಿ ಹೆಚ್ಚಿನ ವಿದ್ಯಾರ್ಥಿಗಳು ಪೂರ್ಣ ಅಂಕ ಗಳಿಸಿದ್ದಾರೆ. ಕನ್ನಡ ವಿಷಯದಲ್ಲಿ 125ಕ್ಕೆ 125 ಅಂಕ ಪಡೆದವರ ಸಂಖ್ಯೆಯೂ ಹೆಚ್ಚಾಗಿದೆ. ಪಾಲಕರು ತಮ್ಮ ಮಕ್ಕಳೊಂದಿಗೆ ಕಾರ್ಯಕ್ರಮಕ್ಕೆ ಆಗಮಿಸಬೇಕು ಎಂದು ಸಂಘಟಕರು ಮನವಿ ಮಾಡಿದ್ದಾರೆ. ಸಮಾರಂಭ ಬೆಳಿಗ್ಗೆ 10.30ಕ್ಕೆ ಆರಂಭವಾಗಲಿದೆ. (270, 1286, 495, 1358)
sindoor-headline: ಆಪರೇಷನ್ ಸಿಂದೂರ ಯಶಸ್ಸಿಗೆ ವಿಶೇಷ ಪೂಜೆ (492, 945, 728, 964)
kabbu-body: ಮೂಡಲಗಿ: ಬಿಸಿಲಿನ ತಾಪಮಾನ ಹೆಚ್ಚುತ್ತಿರುವ ಹಿನ್ನೆಲೆಯಲ್ಲಿ ಜನರು ತಂಪು ಪಾನೀಯಗಳತ್ತ ಮುಖ ಮಾಡಿದ್ದಾರೆ. ಅದರಲ್ಲೂ ಕಬ್ಬಿನ ಹಾಲಿಗೆ ಭಾರಿ ಬೇಡಿಕೆ ಬಂದಿದೆ. ಗ್ರಾಮೀಣ ಭಾಗದ ರಸ್ತೆ ಬದಿಗಳಲ್ಲಿ ಕಬ್ಬಿನ ಹಾಲಿನ ಅಂಗಡಿಗಳು ತಲೆ ಎತ್ತಿವೆ. ಪ್ರತಿ ಗ್ಲಾಸ್ ಕಬ್ಬಿನ ಹಾಲು 20 ರಿಂದ 30 ರೂ.ಗೆ ಮಾರಾಟವಾಗುತ್ತಿದೆ. ದಿನಕ್ಕೆ ನೂರಾರು ಗ್ರಾಹಕರು ಕಬ್ಬಿನ ಹಾಲು ಸೇವಿಸಿ ದಣಿವು ನೀಗಿಸಿಕೊಳ್ಳುತ್ತಿದ್ದಾರೆ. ನಿಂಬೆ, ಶುಂಠಿ, ಪುದೀನ ಬೆರೆಸಿದ ಕಬ್ಬಿನ ಹಾಲು ಆರೋಗ್ಯಕ್ಕೆ ಉತ್ತಮ ಎಂದು ವೈದ್ಯರು ಹೇಳುತ್ತಾರೆ. ಬೇಸಿಗೆಯಲ್ಲಿ ಇದು ದೇಹಕ್ಕೆ ತಂಪು ನೀಡುವುದರ ಜೊತೆಗೆ ಶಕ್ತಿಯನ್ನೂ ಒದಗಿಸುತ್ತದೆ. ಯಂತ್ರದ ಸಹಾಯದಿಂದ ಕಬ್ಬು ಅರೆದು ಹಾಲು ತೆಗೆಯಲಾಗುತ್ತದೆ. ಸ್ವಚ್ಛತೆಗೆ ಆದ್ಯತೆ ನೀಡುತ್ತಿರುವ ವ್ಯಾಪಾರಿಗಳು ಗ್ರಾಹಕರ ವಿಶ್ವಾಸ ಗಳಿಸುತ್ತಿದ್ದಾರೆ. ಬಿಸಿಲಿನ ಝಳದ ನಡುವೆಯೂ ಅಂಗಡಿಗಳ ಮುಂದೆ ಜನಸಂದಣಿ ಕಂಡುಬರುತ್ತಿದೆ. (210, 802, 343, 968)
meeting-photo (716, 1182, 918, 1274)
kiru-item-4-headline: ಸಂಭ್ರಮದ ಜಾತ್ರೆ (74, 873, 144, 888)
dot-yellow (108, 1446, 115, 1453)
lead-quote-box (515, 541, 659, 609)
puraskara-body: ಚನ್ನಮ್ಮನ ಕಿತ್ತೂರು: ಈ ಬಾರಿ ಎಸ್‌ಎಸ್‌ಎಲ್‌ಸಿ ಪರೀಕ್ಷೆಯಲ್ಲಿ ಉತ್ತಮ ಸಾಧನೆ ಮಾಡಿದ ಪ್ರತಿಭಾವಂತ ವಿದ್ಯಾರ್ಥಿಗಳು ಹಾಗೂ ಬೋಧಿಸಿದ ಶಿಕ್ಷಕರಿಗೆ ಪುರಸ್ಕಾರ ಸಮಾರಂಭವನ್ನು ಮೇ 10ರಂದು ಹಮ್ಮಿಕೊಳ್ಳಲಾಗಿದೆ. ಶಿಕ್ಷಣ ಇಲಾಖೆ ಹಾಗೂ ಸ್ಥಳೀಯ ಸಂಘ ಸಂಸ್ಥೆಗಳ ಸಹಯೋಗದಲ್ಲಿ ಈ ಕಾರ್ಯಕ್ರಮ ಆಯೋಜಿಸಲಾಗಿದೆ. ತಾಲೂಕಿನ ಸರ್ಕಾರಿ, ಅನುದಾನಿತ ಹಾಗೂ ಖಾಸಗಿ ಶಾಲೆಗಳಲ್ಲಿ ಅತಿ ಹೆಚ್ಚು ಅಂಕ ಗಳಿಸಿದ ವಿದ್ಯಾರ್ಥಿಗಳನ್ನು ಗುರುತಿಸಿ ಸನ್ಮಾನಿಸಲಾಗುವುದು. ಶೇ 100 ಫಲಿತಾಂಶ ಪಡೆದ ಶಾಲೆಗಳ ಮುಖ್ಯಶಿಕ್ಷಕರನ್ನು ಗೌರವಿಸಲಾಗುವುದು. ಗ್ರಾಮೀಣ ಪ್ರದೇಶದ ವಿದ್ಯಾರ್ಥಿಗಳು ಈ ಬಾರಿ ಉತ್ತಮ ಫಲಿತಾಂಶ ದಾಖಲಿಸಿದ್ದಾರೆ. ಶಿಕ್ಷಕರ ಪರಿಶ್ರಮ ಹಾಗೂ ಪಾಲಕರ ಸಹಕಾರದಿಂದ ಈ ಸಾಧನೆ ಸಾಧ್ಯವಾಗಿದೆ ಎಂದು ಕ್ಷೇತ್ರ ಶಿಕ್ಷಣಾಧಿಕಾರಿ ತಿಳಿಸಿದ್ದಾರೆ. ಕಾರ್ಯಕ್ರಮದಲ್ಲಿ ಜನಪ್ರತಿನಿಧಿಗಳು, ಅಧಿಕಾರಿಗಳು ಪಾಲ್ಗೊಳ್ಳಲಿದ್ದಾರೆ. ಸಾಧಕ ವಿದ್ಯಾರ್ಥಿಗಳಿಗೆ ಪ್ರಮಾಣ ಪತ್ರ ಹಾಗೂ ಸ್ಮರಣಿಕೆ ನೀಡಲಾಗುವುದು. ಮುಂದಿನ ವರ್ಷ ಇನ್ನೂ ಉತ್ತಮ ಫಲಿತಾಂಶ ಪಡೆಯಲು ವಿದ್ಯಾರ್ಥಿಗಳಿಗೆ ಪ್ರೇರಣೆ ನೀಡುವುದು ಇದರ ಉದ್ದೇಶವಾಗಿದೆ. (30, 1196, 265, 1310)
kiru-item-5-headline: ವಿಶೇಷ ಪೂಜೆ (80, 1067, 138, 1082)
dot-black (479, 1446, 486, 1453)
divider (200, 766, 919, 768)
byline-icon (30, 1184, 38, 1192)
dot-black (119, 1446, 126, 1453)
color-registration-dots-right (846, 1438, 906, 1448)
color-registration-dots-left (86, 1438, 146, 1448)
masthead-left-bar (26, 36, 30, 80)
hanuman-headline: ಹನುಮಾನ ದೇವಸ್ಥಾನದಲ್ಲಿ ಪೂಜೆ (676, 621, 823, 637)
kiru-item-1-body: ಬಾದಾಮಿ: 1988-89ರ ಸಾಲಿನ ಬಾಗಲಕೋಟೆ ಜಿಲ್ಲೆಯ ಬಾದಾಮಿ ತಾಲೂಕಿನ ಸ್ನೇಹ ಸಮ್ಮಿಲನ ಕಾರ್ಯಕ್ರಮ ಮೇ 10ರಂದು ಶನಿವಾರ ಬೆಳಿಗ್ಗೆ 10.30 ಗಂಟೆಗೆ ಎಸ್.ವಿ.ಪಿ. ಸಭಾಂಗಣದಲ್ಲಿ ಹಮ್ಮಿಕೊಳ್ಳಲಾಗಿದೆ. ಗುರುವಂದನೆ ಮತ್ತು ಸನ್ಮಾನ ಕಾರ್ಯಕ್ರಮ ನಡೆಯಲಿದ್ದು ಹಳೆಯ ವಿದ್ಯಾರ್ಥಿಗಳು ಭಾಗವಹಿಸುವರು. ಮುಖ್ಯ ಅತಿಥಿಗಳಾಗಿ ಪ್ರಾಚಾರ್ಯರು ಹಾಗೂ ಶಿಕ್ಷಕರು ಆಗಮಿಸುವರು ಎಂದು ಸಂಘಟಕರು ತಿಳಿಸಿದ್ದಾರೆ. (32, 191, 189, 266)
dot-black (879, 1446, 886, 1453)
lead-headline: ಪಿಓಕೆ ವಶಪಡಿಸಿಕೊಳ್ಳಲು ಇದು ಸೂಕ್ತ ಸಮಯ: ವೀರೇಶ್ವರ ಶ್ರೀ (213, 329, 629, 421)
